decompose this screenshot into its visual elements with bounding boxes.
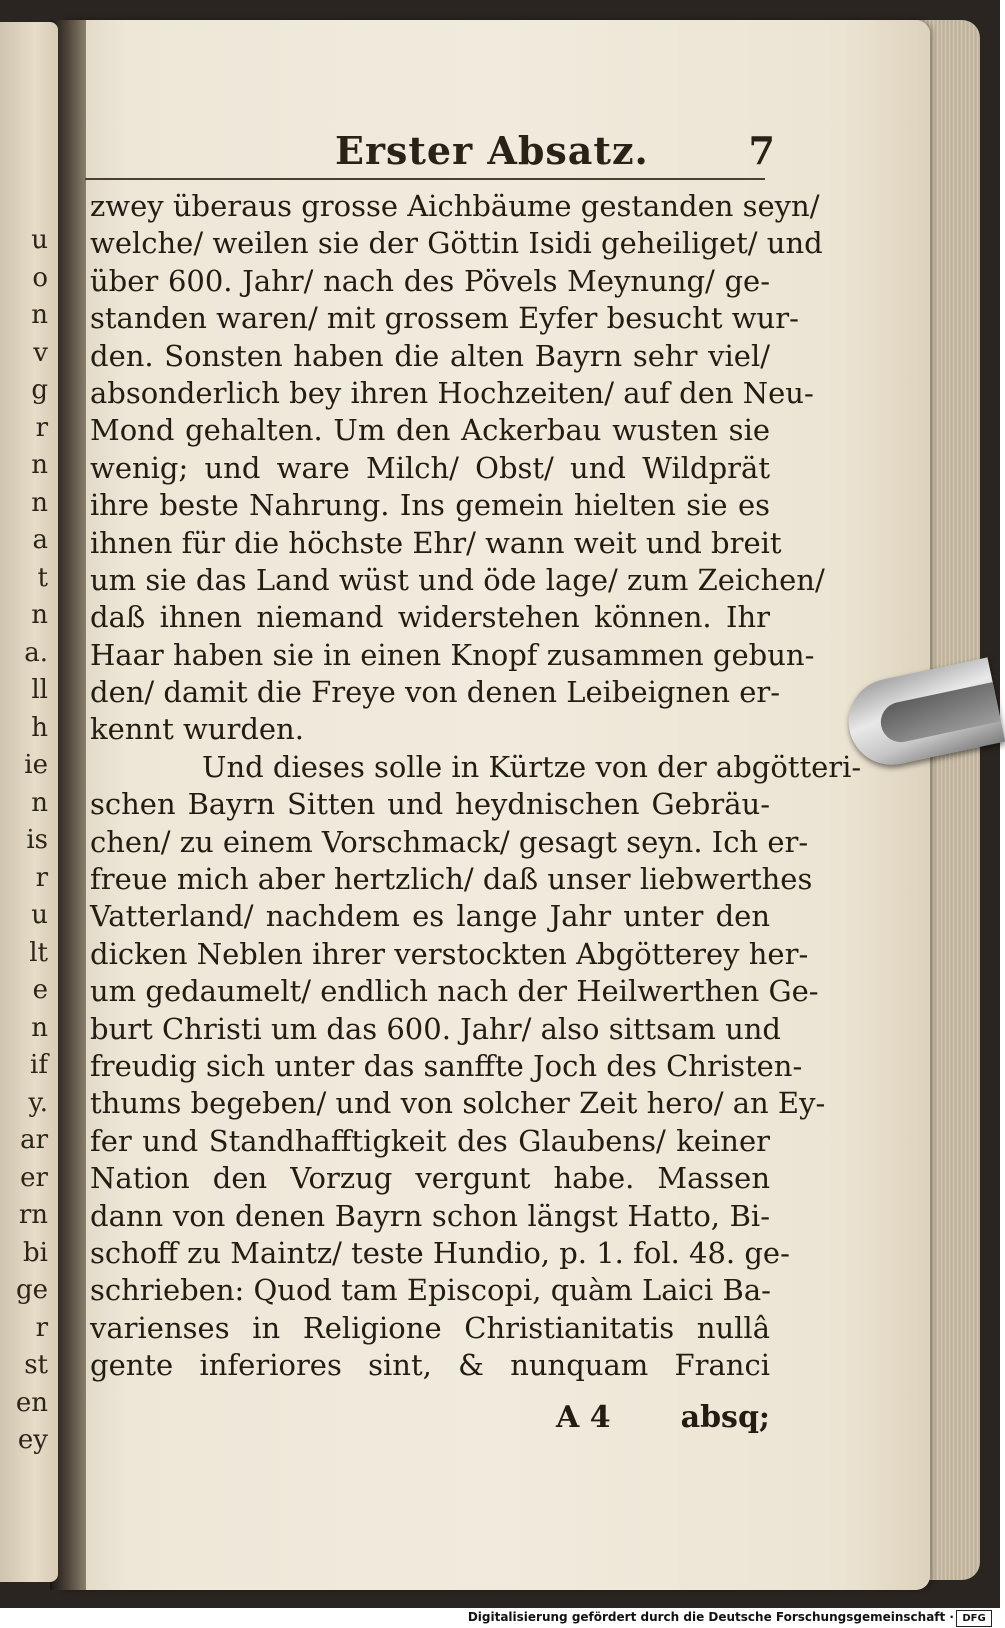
facing-page-fragment: n	[31, 300, 48, 330]
text-line: Haar haben sie in einen Knopf zusammen gebun-	[90, 637, 815, 672]
dfg-logo: DFG	[956, 1610, 992, 1627]
facing-page-fragment: h	[31, 712, 48, 743]
facing-page-fragment: bi	[23, 1237, 48, 1268]
catchword: absq;	[680, 1400, 770, 1435]
facing-page-fragment: o	[32, 262, 48, 293]
text-line: burt Christi um das 600. Jahr/ also sittsam und	[90, 1011, 781, 1046]
text-line: ihre beste Nahrung. Ins gemein hielten sie es	[90, 488, 770, 523]
header-title: Erster Absatz.	[335, 128, 649, 173]
text-line: Mond gehalten. Um den Ackerbau wusten sie	[90, 413, 770, 448]
facing-page-fragment: n	[31, 600, 48, 630]
header-rule	[85, 178, 765, 180]
text-line: absonderlich bey ihren Hochzeiten/ auf den Neu-	[90, 375, 814, 410]
text-line: Und dieses solle in Kürtze von der abgötteri-	[202, 749, 862, 784]
text-line: varienses in Religione Christianitatis nullâ	[90, 1310, 770, 1345]
facing-page-fragment: lt	[29, 937, 48, 968]
text-line: den/ damit die Freye von denen Leibeignen er-	[90, 675, 781, 710]
facing-page-fragment: is	[26, 825, 48, 855]
text-line: schen Bayrn Sitten und heydnischen Gebräu-	[90, 787, 770, 822]
facing-page-fragment: r	[35, 412, 48, 443]
text-line: um sie das Land wüst und öde lage/ zum Zeichen/	[90, 562, 825, 597]
facing-page-fragment: n	[31, 487, 48, 518]
text-line: thums begeben/ und von solcher Zeit hero/ an Ey-	[90, 1086, 826, 1121]
text-line: Vatterland/ nachdem es lange Jahr unter den	[90, 899, 770, 934]
facing-page-fragment: a.	[24, 637, 48, 668]
text-line: schrieben: Quod tam Episcopi, quàm Laici Ba-	[90, 1273, 771, 1308]
facing-page-fragment: n	[31, 450, 48, 480]
text-line: schoff zu Maintz/ teste Hundio, p. 1. fol. 48. ge-	[90, 1235, 790, 1270]
catch-line	[90, 1400, 770, 1440]
text-line: dann von denen Bayrn schon längst Hatto, Bi-	[90, 1198, 770, 1233]
text-line: zwey überaus grosse Aichbäume gestanden seyn/	[90, 189, 820, 223]
text-line: freudig sich unter das sanffte Joch des Christen-	[90, 1048, 803, 1083]
facing-page-fragment: en	[15, 1387, 48, 1418]
text-line: freue mich aber hertzlich/ daß unser liebwerthes	[90, 862, 813, 897]
text-line: kennt wurden.	[90, 712, 304, 747]
facing-page-fragment: e	[32, 975, 48, 1005]
facing-page-fragment: ge	[15, 1275, 48, 1305]
facing-page-fragment: n	[31, 1012, 48, 1043]
text-line: um gedaumelt/ endlich nach der Heilwerthen Ge-	[90, 974, 819, 1009]
text-line: standen waren/ mit grossem Eyfer besucht wur-	[90, 301, 799, 336]
footer-bar	[0, 1608, 1000, 1628]
text-line: ihnen für die höchste Ehr/ wann weit und breit	[90, 525, 782, 560]
facing-page-fragment: u	[31, 900, 48, 930]
facing-page-fragment: er	[20, 1162, 48, 1193]
facing-page-fragment: ey	[17, 1425, 48, 1455]
text-line: über 600. Jahr/ nach des Pövels Meynung/ ge-	[90, 263, 770, 298]
facing-page-fragment: a	[32, 525, 48, 555]
facing-page-fragment: n	[31, 787, 48, 818]
facing-page-text	[4, 222, 48, 1460]
facing-page-fragment: u	[31, 225, 48, 255]
text-line: welche/ weilen sie der Göttin Isidi geheiliget/ und	[90, 226, 823, 261]
signature-mark: A 4	[556, 1400, 611, 1435]
text-line: dicken Neblen ihrer verstockten Abgötterey her-	[90, 936, 809, 971]
facing-page-fragment: st	[24, 1350, 48, 1380]
text-line: daß ihnen niemand widerstehen können. Ihr	[90, 600, 770, 635]
text-line: Nation den Vorzug vergunt habe. Massen	[90, 1161, 770, 1196]
facing-page-fragment: ar	[20, 1125, 48, 1155]
text-line: chen/ zu einem Vorschmack/ gesagt seyn. Ich er-	[90, 824, 809, 859]
facing-page-fragment: r	[35, 1312, 48, 1343]
text-line: fer und Standhafftigkeit des Glaubens/ keiner	[90, 1123, 770, 1158]
text-line: wenig; und ware Milch/ Obst/ und Wildprät	[90, 450, 770, 485]
funding-credit: Digitalisierung gefördert durch die Deutsche Forschungsgemeinschaft ·	[467, 1610, 954, 1624]
running-header	[95, 128, 775, 178]
body-text	[90, 188, 862, 1385]
facing-page-fragment: y.	[28, 1087, 48, 1118]
facing-page-fragment: if	[30, 1050, 48, 1080]
facing-page	[0, 22, 58, 1582]
page-number: 7	[748, 128, 775, 173]
text-line: den. Sonsten haben die alten Bayrn sehr viel/	[90, 338, 770, 373]
facing-page-fragment: rn	[18, 1200, 48, 1230]
facing-page-fragment: ie	[24, 750, 48, 780]
facing-page-fragment: g	[31, 375, 48, 405]
facing-page-fragment: r	[35, 862, 48, 893]
facing-page-fragment: t	[37, 562, 48, 593]
text-line: gente inferiores sint, & nunquam Franci	[90, 1348, 770, 1383]
facing-page-fragment: v	[33, 337, 48, 368]
facing-page-fragment: ll	[31, 675, 48, 705]
